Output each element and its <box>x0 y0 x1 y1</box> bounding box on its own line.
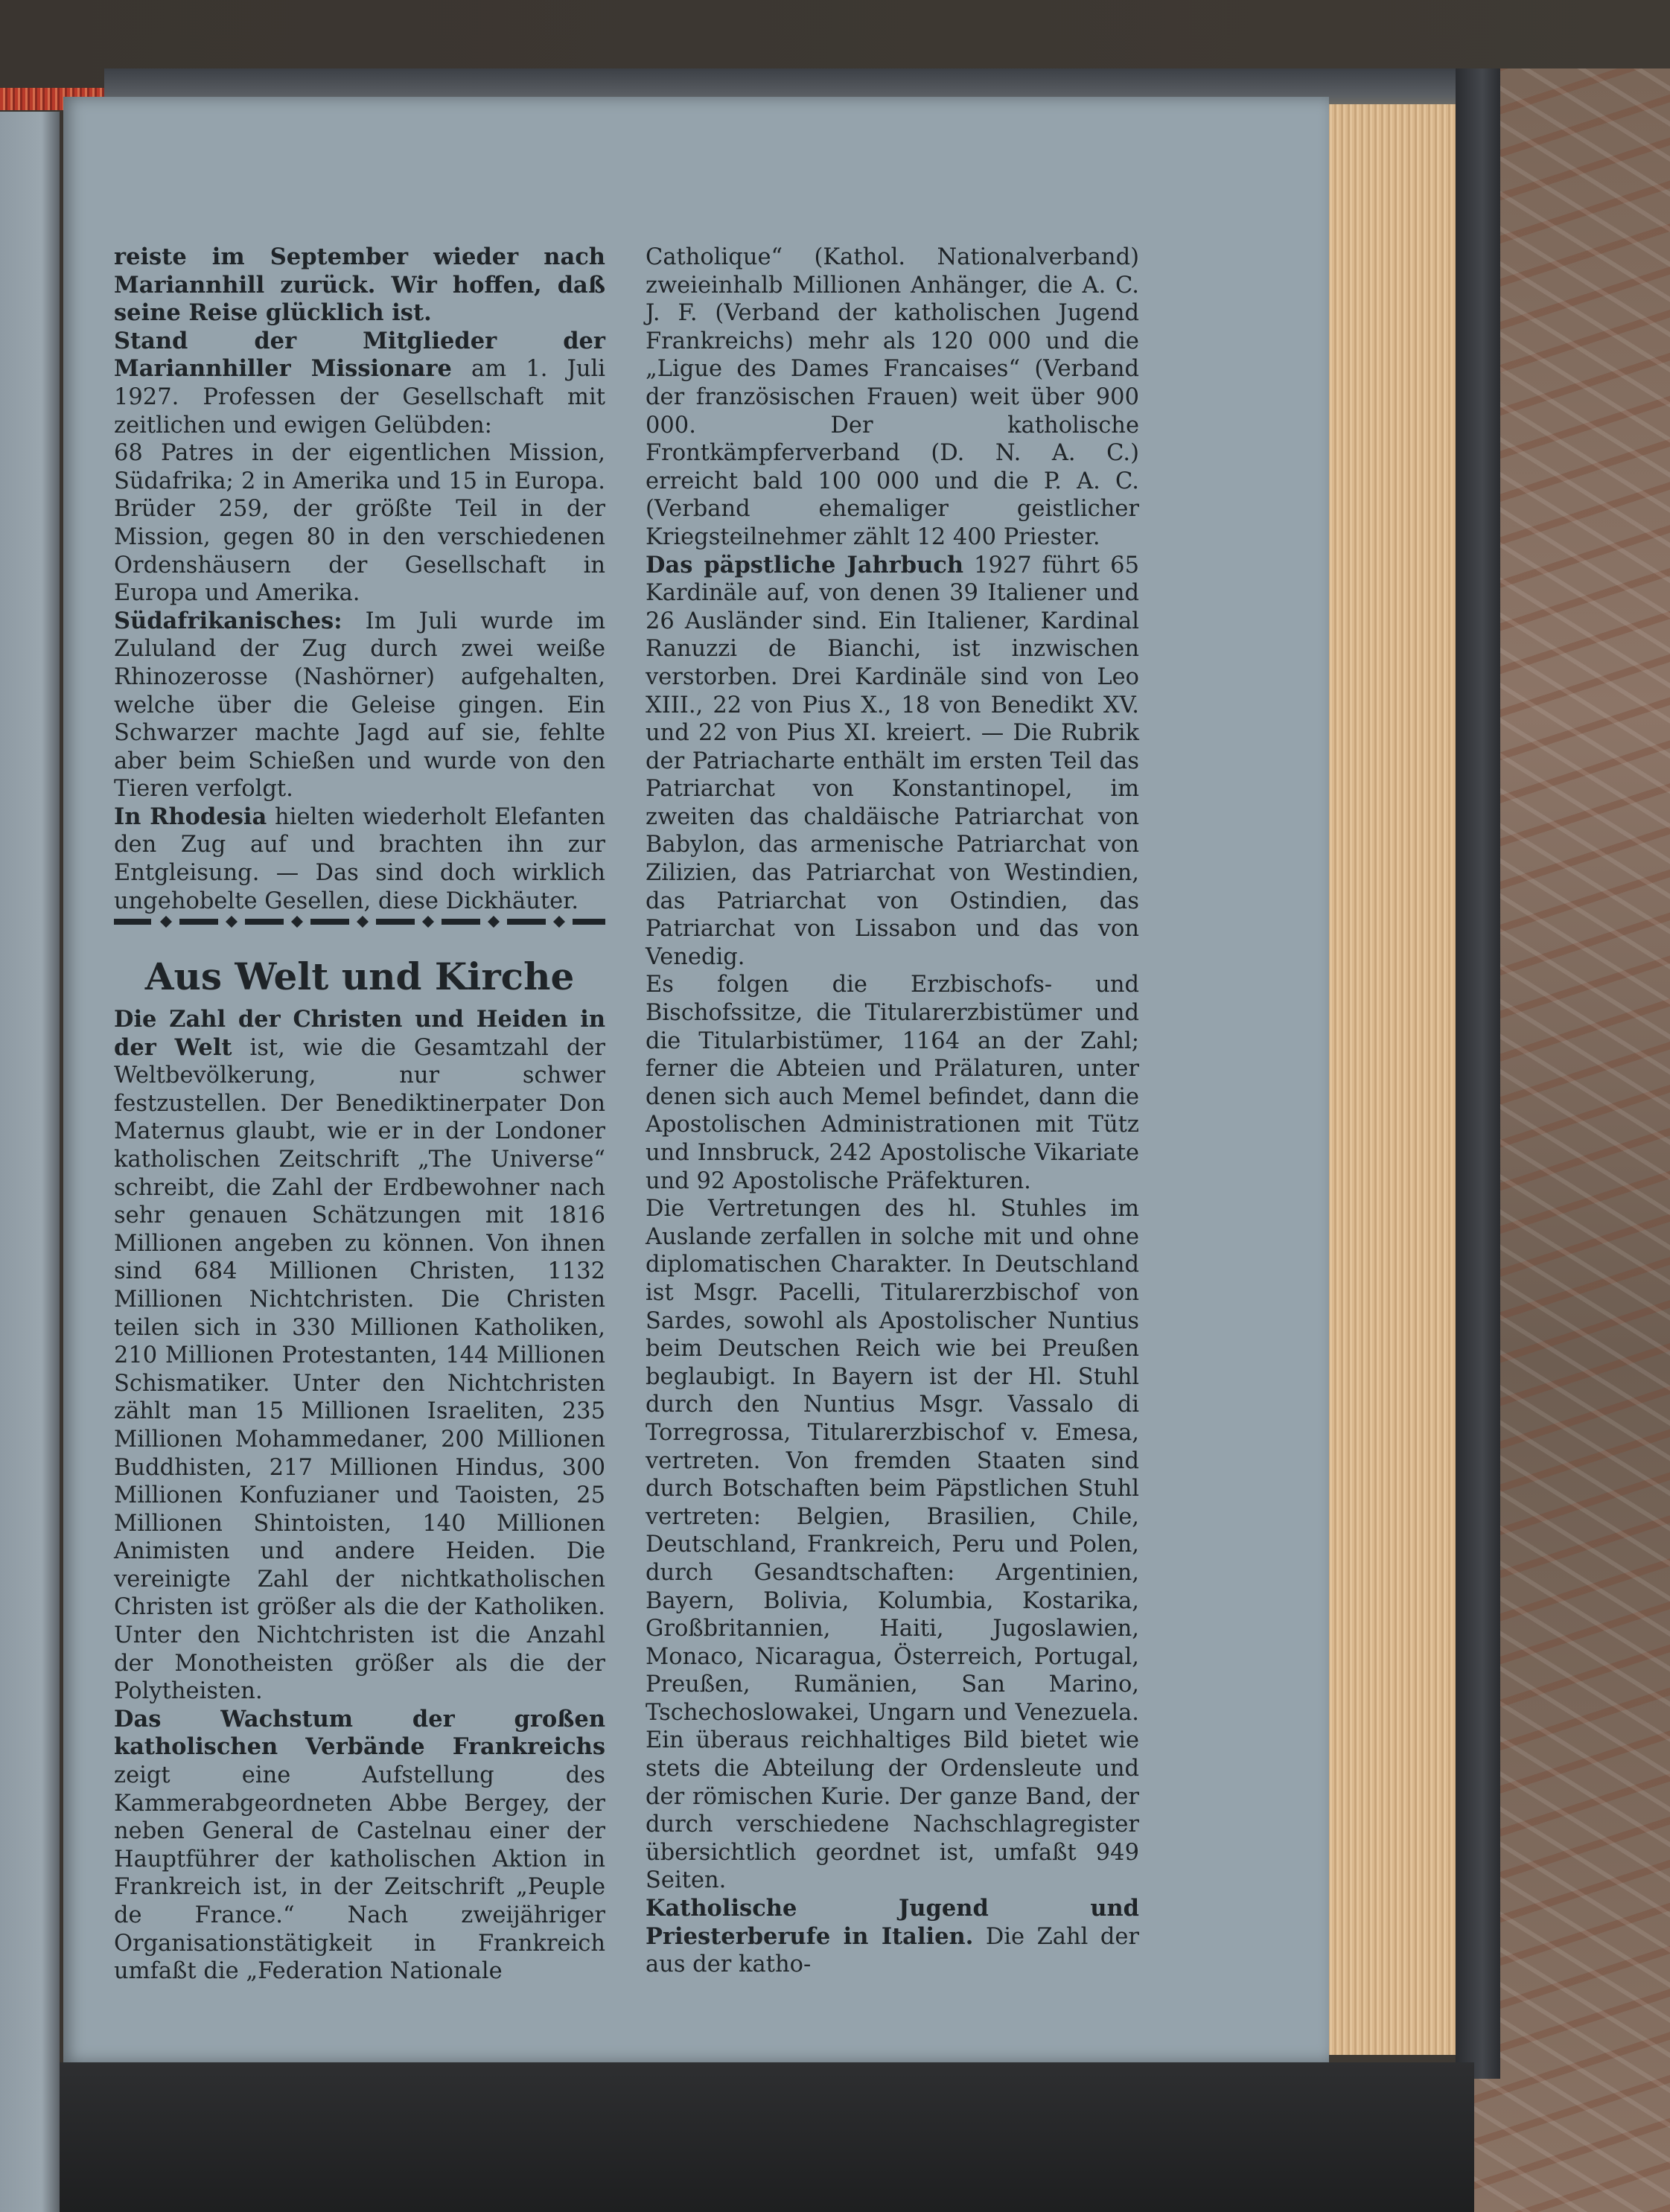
paragraph-text: am 1. Juli 1927. Professen der Gesellschaft mit zeitlichen und ewigen Gelübden: <box>114 356 605 439</box>
paragraph <box>114 1006 605 1706</box>
paragraph-lead: Stand der Mitglieder der Mariannhiller Missionare <box>114 327 605 383</box>
book-cover-edge <box>1456 68 1500 2079</box>
paragraph-text: Es folgen die Erzbischofs- und Bischofssitze, die Titularerzbistümer und die Titularbistümer, 1164 an der Zahl; ferner die Abteien und Prälaturen, unter denen sich auch Memel befindet, dann die Apostolischen Administrationen mit Tütz und Innsbruck, 242 Apostolische Vikariate und 92 Apostolische Präfekturen. <box>646 972 1139 1194</box>
paragraph <box>114 803 605 915</box>
ornamental-divider <box>114 914 605 930</box>
paragraph-text: 1927 führt 65 Kardinäle auf, von denen 39 Italiener und 26 Ausländer sind. Ein Italiener, Kardinal Ranuzzi de Bianchi, ist inzwischen verstorben. Drei Kardinäle sind von Leo XIII., 22 von Pius X., 18 von Benedikt XV. und 22 von Pius XI. kreiert. — Die Rubrik der Patriacharte enthält im ersten Teil das Patriarchat von Konstantinopel, im zweiten das chaldäische Patriarchat von Babylon, das armenische Patriarchat von Zilizien, das Patriarchat von Westindien, das Patriarchat von Ostindien, das Patriarchat von Lissabon und das von Venedig. <box>646 552 1139 970</box>
paragraph-text: Im Juli wurde im Zululand der Zug durch zwei weiße Rhinozerosse (Nashörner) aufgehalten, welche über die Geleise gingen. Ein Schwarzer machte Jagd auf sie, fehlte aber beim Schießen und wurde von den Tieren verfolgt. <box>114 608 605 803</box>
paragraph-lead: reiste im September wieder nach Mariannhill zurück. Wir hoffen, daß seine Reise glücklich ist. <box>114 243 605 327</box>
paragraph-text: Catholique“ (Kathol. Nationalverband) zweieinhalb Millionen Anhänger, die A. C. J. F. (Verband der katholischen Jugend Frankreichs) mehr als 120 000 und die „Ligue des Dames Francaises“ (Verband der französischen Frauen) weit über 900 000. Der katholische Frontkämpferverband (D. N. A. C.) erreicht bald 100 000 und die P. A. C. (Verband ehemaliger geistlicher Kriegsteilnehmer zählt 12 400 Priester. <box>646 244 1139 550</box>
paragraph-text: zeigt eine Aufstellung des Kammerabgeordneten Abbe Bergey, der neben General de Castelnau einer der Hauptführer der katholischen Aktion in Frankreich ist, in der Zeitschrift „Peuple de France.“ Nach zweijähriger Organisationstätigkeit in Frankreich umfaßt die „Federation Nationale <box>114 1762 605 1985</box>
paragraph-text: Die Zahl der aus der katho- <box>646 1923 1139 1978</box>
paragraph-lead: Das Wachstum der großen katholischen Verbände Frankreichs <box>114 1705 605 1761</box>
paragraph-text: hielten wiederholt Elefanten den Zug auf und brachten ihn zur Entgleisung. — Das sind doch wirklich ungehobelte Gesellen, diese Dickhäuter. <box>114 803 605 914</box>
page-edges <box>1325 104 1456 2055</box>
paragraph-text: ist, wie die Gesamtzahl der Weltbevölkerung, nur schwer festzustellen. Der Benediktinerpater Don Maternus glaubt, wie er in der Londoner katholischen Zeitschrift „The Universe“ schreibt, die Zahl der Erdbewohner nach sehr genauen Schätzungen mit 1816 Millionen angeben zu können. Von ihnen sind 684 Millionen Christen, 1132 Millionen Nichtchristen. Die Christen teilen sich in 330 Millionen Katholiken, 210 Millionen Protestanten, 144 Millionen Schismatiker. Unter den Nichtchristen zählt man 15 Millionen Israeliten, 235 Millionen Mohammedaner, 200 Millionen Buddhisten, 217 Millionen Hindus, 300 Millionen Konfuzianer und Taoisten, 25 Millionen Shintoisten, 140 Millionen Animisten und andere Heiden. Die vereinigte Zahl der nichtkatholischen Christen ist größer als die der Katholiken. Unter den Nichtchristen ist die Anzahl der Monotheisten größer als die der Polytheisten. <box>114 1034 606 1705</box>
paragraph-text: 68 Patres in der eigentlichen Mission, Südafrika; 2 in Amerika und 15 in Europa. Brüder 259, der größte Teil in der Mission, gegen 80 in den verschiedenen Ordenshäusern der Gesellschaft in Europa und Amerika. <box>114 440 605 607</box>
paragraph <box>114 1706 605 1986</box>
left-page-edge <box>0 112 60 2212</box>
paragraph-lead: In Rhodesia <box>114 803 267 830</box>
paragraph <box>114 243 605 328</box>
paragraph <box>646 1195 1139 1895</box>
paragraph-lead: Katholische Jugend und Priesterberufe in Italien. <box>646 1895 1139 1950</box>
column-right <box>646 243 1139 1979</box>
paragraph-lead: Südafrikanisches: <box>114 607 342 634</box>
paragraph-text: Die Vertretungen des hl. Stuhles im Auslande zerfallen in solche mit und ohne diplomatischen Charakter. In Deutschland ist Msgr. Pacelli, Titularerzbischof von Sardes, sowohl als Apostolischer Nuntius beim Deutschen Reich wie bei Preußen beglaubigt. In Bayern ist der Hl. Stuhl durch den Nuntius Msgr. Vassalo di Torregrossa, Titularerzbischof v. Emesa, vertreten. Von fremden Staaten sind durch Botschaften beim Päpstlichen Stuhl vertreten: Belgien, Brasilien, Chile, Deutschland, Frankreich, Peru und Polen, durch Gesandtschaften: Argentinien, Bayern, Bolivia, Kolumbia, Kostarika, Großbritannien, Haiti, Jugoslawien, Monaco, Nicaragua, Österreich, Portugal, Preußen, Rumänien, San Marino, Tschechoslowakei, Ungarn und Venezuela. Ein überaus reichhaltiges Bild bietet wie stets die Abteilung der Ordensleute und der römischen Kurie. Der ganze Band, der durch verschiedene Nachschlagregister übersichtlich geordnet ist, umfaßt 949 Seiten. <box>646 1196 1139 1894</box>
column-left-top <box>114 243 605 915</box>
paragraph <box>646 1895 1139 1979</box>
paragraph <box>114 439 605 608</box>
paragraph <box>646 552 1139 972</box>
section-heading: Aus Welt und Kirche <box>144 954 575 998</box>
paragraph <box>114 328 605 439</box>
column-left-bottom <box>114 1006 605 1986</box>
bottom-shadow <box>60 2062 1474 2212</box>
paragraph <box>114 608 605 803</box>
paragraph <box>646 971 1139 1195</box>
paragraph <box>646 243 1139 552</box>
paragraph-lead: Die Zahl der Christen und Heiden in der Welt <box>114 1006 605 1061</box>
paragraph-lead: Das päpstliche Jahrbuch <box>646 551 964 579</box>
